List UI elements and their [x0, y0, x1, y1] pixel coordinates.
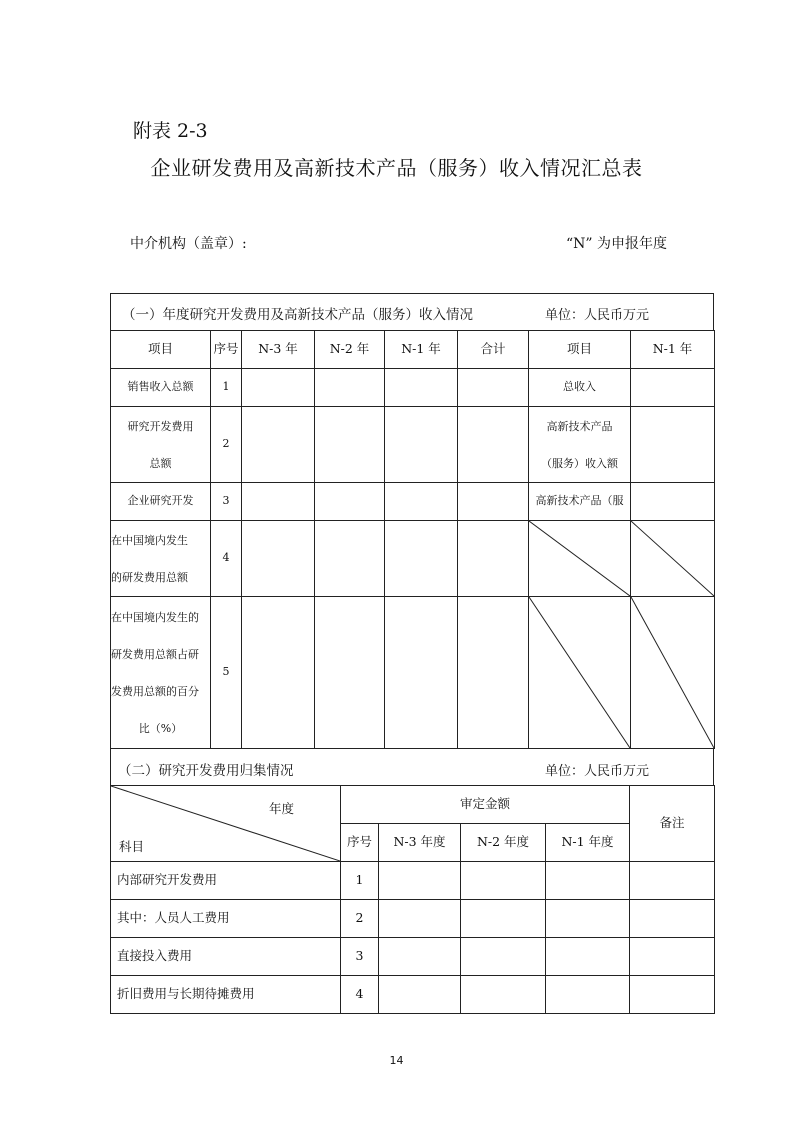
cell-n3[interactable]: [242, 369, 315, 407]
right-label: [529, 369, 631, 407]
label-line: 总收入: [563, 380, 596, 394]
header-n1b: N-1 年: [631, 331, 715, 369]
row-label: [111, 597, 211, 749]
table-row: [111, 483, 715, 521]
diagonal-strike-cell: [529, 521, 631, 597]
cell-n3[interactable]: [242, 407, 315, 483]
row-seq: 3: [211, 483, 242, 521]
row-seq: 4: [211, 521, 242, 597]
right-label: [529, 483, 631, 521]
table-row: [111, 369, 715, 407]
cell-n1[interactable]: [546, 938, 630, 976]
cell-n2[interactable]: [315, 483, 385, 521]
cell-remarks[interactable]: [630, 976, 715, 1014]
cell-n2[interactable]: [315, 369, 385, 407]
label-line: 总额: [149, 456, 172, 470]
row-seq: 1: [211, 369, 242, 407]
label-line: 的研发费用总额: [111, 570, 188, 584]
table-row: [111, 938, 715, 976]
label-line: 在中国境内发生: [111, 533, 188, 547]
diagonal-line: [529, 521, 630, 596]
header-remarks: 备注: [630, 786, 715, 862]
row-label: 直接投入费用: [111, 938, 341, 976]
header-n2: N-2 年度: [461, 824, 546, 862]
diagonal-line: [529, 597, 630, 748]
label-line: 高新技术产品: [546, 419, 613, 433]
header-seq: 序号: [211, 331, 242, 369]
cell-n1[interactable]: [546, 862, 630, 900]
header-approved-amount: 审定金额: [341, 786, 630, 824]
header-n3: N-3 年: [242, 331, 315, 369]
header-n1: N-1 年: [385, 331, 458, 369]
section2-header-row-1: [111, 786, 715, 824]
header-total: 合计: [458, 331, 529, 369]
cell-remarks[interactable]: [630, 900, 715, 938]
cell-total[interactable]: [458, 597, 529, 749]
cell-n1b[interactable]: [631, 369, 715, 407]
row-seq: 2: [341, 900, 379, 938]
row-seq: 2: [211, 407, 242, 483]
cell-n1b[interactable]: [631, 483, 715, 521]
row-seq: 1: [341, 862, 379, 900]
table-row: [111, 407, 715, 483]
page-number: 14: [389, 1054, 404, 1067]
agency-seal-label: 中介机构（盖章）:: [130, 236, 247, 252]
cell-n1[interactable]: [385, 521, 458, 597]
cell-n2[interactable]: [461, 900, 546, 938]
cell-n2[interactable]: [315, 521, 385, 597]
cell-n1[interactable]: [546, 976, 630, 1014]
table-row: [111, 521, 715, 597]
header-n2: N-2 年: [315, 331, 385, 369]
cell-n1[interactable]: [546, 900, 630, 938]
cell-n1[interactable]: [385, 483, 458, 521]
cell-n2[interactable]: [461, 862, 546, 900]
section2-table: [110, 785, 715, 1014]
diagonal-line: [111, 786, 340, 861]
header-year: 年度: [269, 801, 295, 816]
label-line: 比（%）: [138, 721, 183, 735]
cell-n3[interactable]: [379, 862, 461, 900]
section1-title: （一）年度研究开发费用及高新技术产品（服务）收入情况: [122, 307, 473, 323]
section1-table: [110, 330, 715, 749]
diagonal-strike-cell: [631, 597, 715, 749]
row-seq: 3: [341, 938, 379, 976]
row-label: [111, 369, 211, 407]
cell-n3[interactable]: [242, 521, 315, 597]
label-line: 企业研究开发: [127, 494, 194, 508]
row-label: 其中：人员人工费用: [111, 900, 341, 938]
cell-total[interactable]: [458, 407, 529, 483]
section1-unit: 单位：人民币万元: [545, 308, 650, 323]
diagonal-line: [631, 521, 714, 596]
cell-n2[interactable]: [461, 938, 546, 976]
label-line: 研究开发费用: [127, 419, 194, 433]
table-row: [111, 976, 715, 1014]
section2-title: （二）研究开发费用归集情况: [118, 763, 294, 779]
cell-n2[interactable]: [315, 407, 385, 483]
row-seq: 4: [341, 976, 379, 1014]
cell-n1[interactable]: [385, 597, 458, 749]
cell-n2[interactable]: [461, 976, 546, 1014]
cell-remarks[interactable]: [630, 938, 715, 976]
row-label: 折旧费用与长期待摊费用: [111, 976, 341, 1014]
right-label: [529, 407, 631, 483]
cell-total[interactable]: [458, 483, 529, 521]
label-line: 在中国境内发生的: [111, 610, 199, 624]
cell-total[interactable]: [458, 369, 529, 407]
header-n1: N-1 年度: [546, 824, 630, 862]
document-title: 企业研发费用及高新技术产品（服务）收入情况汇总表: [150, 156, 643, 180]
table-row: [111, 862, 715, 900]
cell-n3[interactable]: [379, 938, 461, 976]
header-subject: 科目: [119, 839, 145, 854]
cell-n2[interactable]: [315, 597, 385, 749]
cell-n3[interactable]: [242, 597, 315, 749]
label-line: 发费用总额的百分: [111, 684, 199, 698]
cell-n3[interactable]: [242, 483, 315, 521]
section2-unit: 单位：人民币万元: [545, 764, 650, 779]
section1-header-row: [111, 331, 715, 369]
row-label: [111, 407, 211, 483]
label-line: 高新技术产品（服: [535, 494, 624, 508]
header-item: 项目: [111, 331, 211, 369]
diagonal-strike-cell: [631, 521, 715, 597]
header-seq: 序号: [341, 824, 379, 862]
row-label: [111, 483, 211, 521]
header-n3: N-3 年度: [379, 824, 461, 862]
cell-total[interactable]: [458, 521, 529, 597]
row-label: [111, 521, 211, 597]
cell-n1[interactable]: [385, 369, 458, 407]
appendix-label: 附表 2-3: [133, 120, 208, 142]
diagonal-line: [631, 597, 714, 748]
label-line: 销售收入总额: [127, 380, 194, 394]
label-line: （服务）收入额: [541, 456, 618, 470]
cell-remarks[interactable]: [630, 862, 715, 900]
year-subject-header: [111, 786, 341, 862]
cell-n1b[interactable]: [631, 407, 715, 483]
cell-n3[interactable]: [379, 976, 461, 1014]
year-note: “N” 为申报年度: [566, 236, 668, 252]
row-label: 内部研究开发费用: [111, 862, 341, 900]
label-line: 研发费用总额占研: [111, 647, 199, 661]
row-seq: 5: [211, 597, 242, 749]
diagonal-strike-cell: [529, 597, 631, 749]
table-row: [111, 900, 715, 938]
cell-n1[interactable]: [385, 407, 458, 483]
cell-n3[interactable]: [379, 900, 461, 938]
header-item2: 项目: [529, 331, 631, 369]
table-row: [111, 597, 715, 749]
